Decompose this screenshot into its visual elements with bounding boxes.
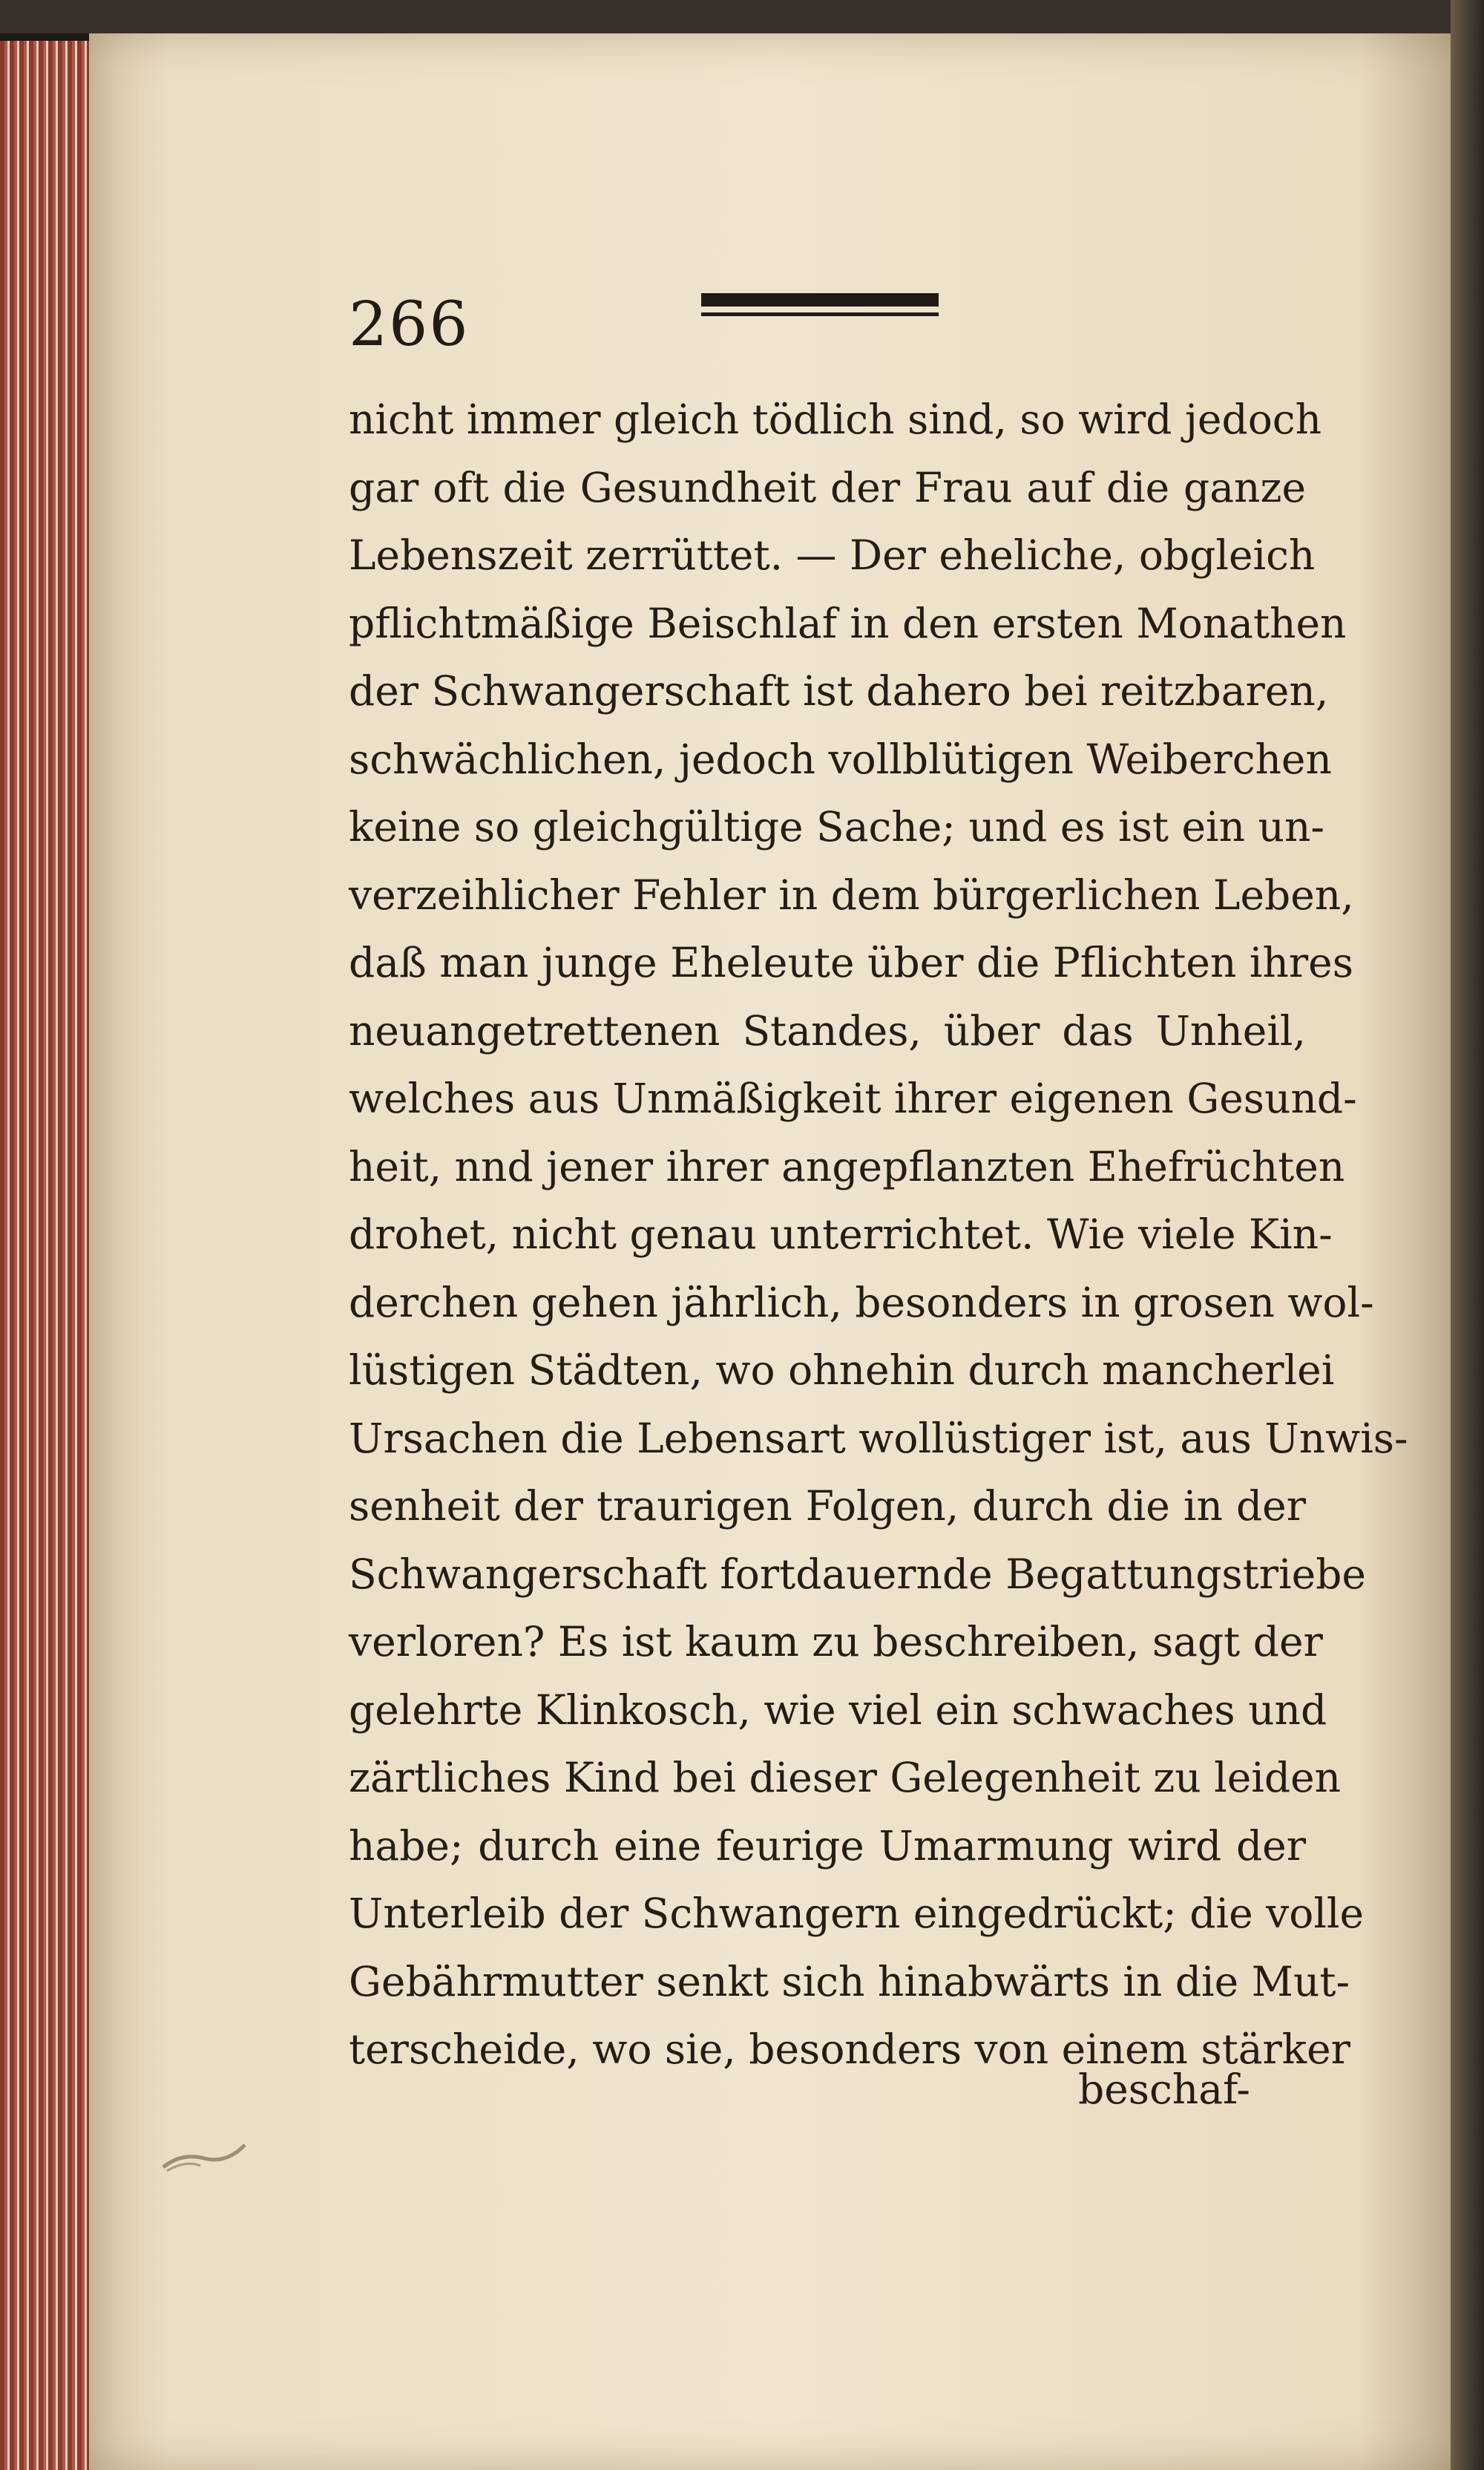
header-rule-thin	[701, 312, 939, 316]
text-line: heit, nnd jener ihrer angepflanzten Ehefrüchten	[349, 1142, 1345, 1190]
text-line: Lebenszeit zerrüttet. — Der eheliche, obgleich	[349, 531, 1316, 579]
header-rule-thick	[701, 293, 939, 307]
catchword: beschaf-	[1078, 2066, 1250, 2113]
text-line: habe; durch eine feurige Umarmung wird der	[349, 1821, 1306, 1870]
text-line: neuangetrettenen Standes, über das Unheil,	[349, 1006, 1306, 1055]
text-line: zärtliches Kind bei dieser Gelegenheit zu leiden	[349, 1754, 1342, 1801]
book-spine-shadow	[1451, 0, 1484, 2470]
text-line: Gebährmutter senkt sich hinabwärts in die Mut-	[349, 1957, 1350, 2005]
text-line: drohet, nicht genau unterrichtet. Wie viele Kin-	[349, 1211, 1333, 1258]
ink-smudge-mark	[160, 2138, 249, 2175]
text-line: gar oft die Gesundheit der Frau auf die ganze	[349, 463, 1306, 511]
header-rule	[701, 293, 939, 318]
text-line: derchen gehen jährlich, besonders in grosen wol-	[349, 1278, 1374, 1326]
text-line: gelehrte Klinkosch, wie viel ein schwaches und	[349, 1686, 1327, 1734]
text-line: keine so gleichgültige Sache; und es ist ein un-	[349, 803, 1324, 851]
text-line: verloren? Es ist kaum zu beschreiben, sagt der	[349, 1618, 1323, 1665]
text-line: welches aus Unmäßigkeit ihrer eigenen Gesund-	[349, 1075, 1357, 1122]
text-line: terscheide, wo sie, besonders von einem stärker	[349, 2025, 1350, 2073]
text-line: verzeihlicher Fehler in dem bürgerlichen Leben,	[349, 871, 1354, 919]
text-line: Schwangerschaft fortdauernde Begattungstriebe	[349, 1550, 1366, 1598]
page-number: 266	[349, 289, 470, 360]
body-text	[349, 386, 1408, 2084]
text-line: nicht immer gleich tödlich sind, so wird jedoch	[349, 396, 1322, 443]
text-line: Ursachen die Lebensart wollüstiger ist, aus Unwis-	[349, 1414, 1408, 1462]
text-line: pflichtmäßige Beischlaf in den ersten Monathen	[349, 599, 1347, 647]
text-line: daß man junge Eheleute über die Pflichten ihres	[349, 939, 1353, 986]
text-line: der Schwangerschaft ist dahero bei reitzbaren,	[349, 667, 1329, 715]
book-top-shadow	[0, 0, 1484, 33]
text-line: Unterleib der Schwangern eingedrückt; die volle	[349, 1890, 1365, 1937]
text-line: schwächlichen, jedoch vollblütigen Weiberchen	[349, 735, 1332, 783]
text-line: lüstigen Städten, wo ohnehin durch mancherlei	[349, 1346, 1335, 1394]
text-line: senheit der traurigen Folgen, durch die in der	[349, 1482, 1306, 1530]
